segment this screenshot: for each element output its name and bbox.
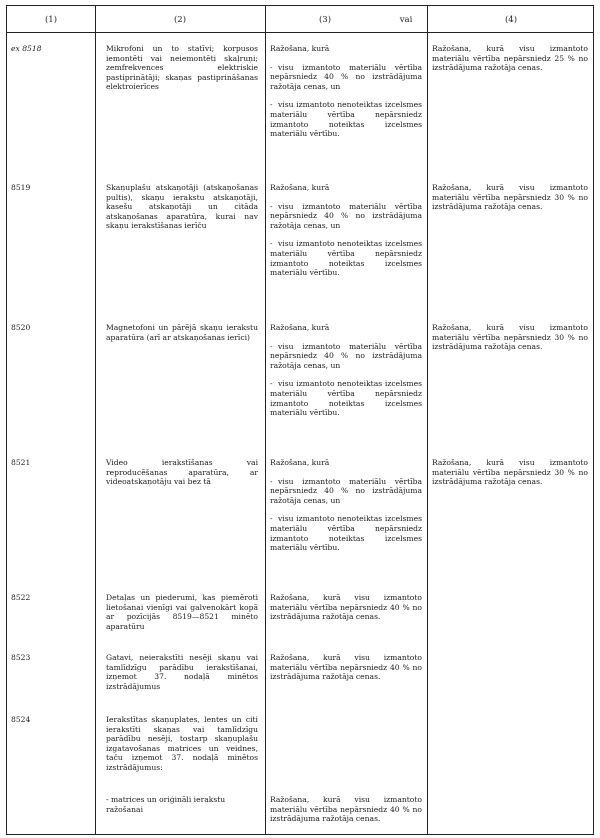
product-subdescription: - matrices un oriģināli ierakstu ražošanai [106, 795, 226, 814]
rule-item: - visu izmantoto materiālu vērtība nepārsniedz 40 % no izstrādājuma ražotāja cenas, un [270, 201, 422, 230]
header-vai: vai [399, 15, 413, 25]
product-description: Video ierakstīšanas vai reproducēšanas aparatūra, ar videoatskaņotāju vai bez tā [106, 458, 258, 487]
header-col2: (2) [173, 15, 187, 25]
col3-rule: Ražošana, kurā visu izmantoto materiālu vērtība nepārsniedz 40 % no izstrādājuma ražotāja cenas. [270, 593, 422, 622]
rule-lead: Ražošana, kurā [270, 183, 330, 192]
heading-code: 8524 [11, 715, 31, 724]
product-description: Magnetofoni un pārējā skaņu ierakstu aparatūra (arī ar atskaņošanas ierīci) [106, 323, 258, 342]
table-header [6, 5, 594, 33]
heading-code: ex 8518 [11, 44, 42, 53]
col4-rule: Ražošana, kurā visu izmantoto materiālu vērtība nepārsniedz 30 % no izstrādājuma ražotāja cenas. [432, 323, 588, 352]
rule-lead: Ražošana, kurā [270, 458, 330, 467]
rule-item: - visu izmantoto nenoteiktas izcelsmes materiālu vērtība nepārsniedz izmantoto noteiktas izcelsmes materiālu vērtību. [270, 100, 422, 139]
product-description: Detaļas un piederumi, kas piemēroti lietošanai vienīgi vai galvenokārt kopā ar pozīcijās 8519—8521 minēto aparatūru [106, 593, 258, 631]
col4-rule: Ražošana, kurā visu izmantoto materiālu vērtība nepārsniedz 30 % no izstrādājuma ražotāja cenas. [432, 458, 588, 487]
rule-item: - visu izmantoto nenoteiktas izcelsmes materiālu vērtība nepārsniedz izmantoto noteiktas izcelsmes materiālu vērtību. [270, 239, 422, 278]
heading-code: 8523 [11, 653, 31, 662]
heading-code: 8520 [11, 323, 31, 332]
column-divider [265, 33, 266, 834]
table-body [6, 33, 594, 835]
rule-lead: Ražošana, kurā [270, 323, 330, 332]
col4-rule: Ražošana, kurā visu izmantoto materiālu vērtība nepārsniedz 25 % no izstrādājuma ražotāja cenas. [432, 44, 588, 73]
column-divider [427, 33, 428, 834]
col3-rule [270, 458, 422, 562]
product-description: Mikrofoni un to statīvi; korpusos iemontēti vai neiemontēti skaļruņi; zemfrekvences elektriskie pastiprinātāji; skaņas pastiprināšanas elektroierīces [106, 44, 258, 92]
heading-code: 8519 [11, 183, 31, 192]
column-divider [95, 33, 96, 834]
col3-rule: Ražošana, kurā visu izmantoto materiālu vērtība nepārsniedz 40 % no izstrādājuma ražotāja cenas. [270, 795, 422, 824]
col3-rule [270, 323, 422, 427]
rule-item: - visu izmantoto materiālu vērtība nepārsniedz 40 % no izstrādājuma ražotāja cenas, un [270, 476, 422, 505]
col3-rule [270, 44, 422, 148]
rule-lead: Ražošana, kurā [270, 44, 330, 53]
document-page [6, 5, 594, 835]
col4-rule: Ražošana, kurā visu izmantoto materiālu vērtība nepārsniedz 30 % no izstrādājuma ražotāja cenas. [432, 183, 588, 212]
header-col3: (3) [318, 15, 332, 25]
rule-item: - visu izmantoto materiālu vērtība nepārsniedz 40 % no izstrādājuma ražotāja cenas, un [270, 341, 422, 370]
col3-rule [270, 183, 422, 287]
product-description: Skaņuplašu atskaņotāji (atskaņošanas pultis), skaņu ierakstu atskaņotāji, kasešu atskaņotāji un citāda atskaņošanas aparatūra, kurai nav skaņu ierakstīšanas ierīču [106, 183, 258, 231]
rule-item: - visu izmantoto nenoteiktas izcelsmes materiālu vērtība nepārsniedz izmantoto noteiktas izcelsmes materiālu vērtību. [270, 514, 422, 553]
header-col4: (4) [504, 15, 518, 25]
header-col1: (1) [44, 15, 58, 25]
product-description: Gatavi, neierakstīti nesēji skaņu vai tamlīdzīgu parādību ierakstīšanai, izņemot 37. nodaļā minētos izstrādājumus [106, 653, 258, 691]
rule-item: - visu izmantoto materiālu vērtība nepārsniedz 40 % no izstrādājuma ražotāja cenas, un [270, 62, 422, 91]
rule-item: - visu izmantoto nenoteiktas izcelsmes materiālu vērtība nepārsniedz izmantoto noteiktas izcelsmes materiālu vērtību. [270, 379, 422, 418]
heading-code: 8522 [11, 593, 31, 602]
col3-rule: Ražošana, kurā visu izmantoto materiālu vērtība nepārsniedz 40 % no izstrādājuma ražotāja cenas. [270, 653, 422, 682]
product-description: Ierakstītas skaņuplates, lentes un citi ierakstīti skaņas vai tamlīdzīgu parādību nesēji, tostarp skaņuplašu izgatavošanas matrices un veidnes, taču izņemot 37. nodaļā minētos izstrādājumus: [106, 715, 258, 772]
heading-code: 8521 [11, 458, 31, 467]
